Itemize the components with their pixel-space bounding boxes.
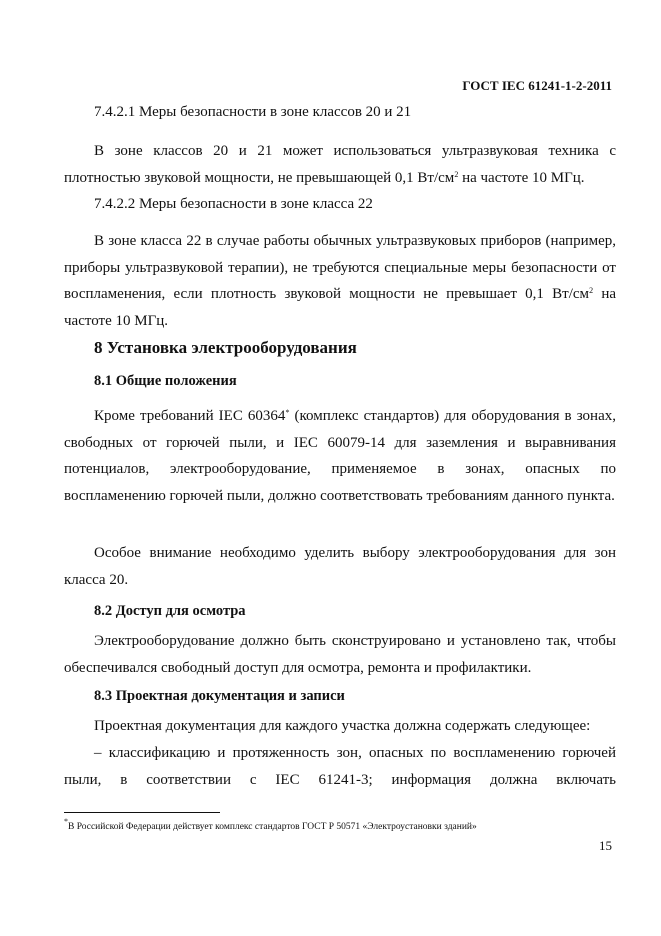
text-part: на частоте 10 МГц.: [64, 286, 616, 329]
footnote-mark: *: [64, 817, 68, 826]
page-number: 15: [599, 838, 612, 853]
section-7-4-2-2-text: [64, 228, 616, 334]
section-8-3-heading: 8.3 Проектная документация и записи: [94, 688, 345, 704]
text-part: В зоне класса 22 в случае работы обычных ультразвуковых приборов (например, приборы ультразвуковой терапии), не требуются специальные меры безопасности от воспламенения, если плотность звуковой мощности не превышает 0,1 Вт/см: [64, 233, 616, 302]
section-8-3-item-1: – классификацию и протяженность зон, опасных по воспламенению горючей пыли, в соответствии с IEC 61241-3; информация должна включать: [64, 745, 616, 788]
footnote-divider: [64, 812, 220, 813]
superscript: 2: [589, 286, 594, 295]
text-part: на частоте 10 МГц.: [458, 169, 585, 186]
footnote-mark: *: [285, 408, 290, 417]
superscript: 2: [454, 169, 459, 179]
section-7-4-2-1-text: [64, 138, 616, 191]
text-part: В зоне классов 20 и 21 может использоваться ультразвуковая техника с плотностью звуковой мощности, не превышающей 0,1 Вт/см: [64, 143, 616, 186]
section-7-4-2-2-title: 7.4.2.2 Меры безопасности в зоне класса 22: [94, 196, 373, 212]
text-part: (комплекс стандартов) для оборудования в зонах, свободных от горючей пыли, и IEC 60079-14 для заземления и выравнивания потенциалов, электрооборудование, применяемое в зонах, опасных по воспламенению горючей пыли, должно соответствовать требованиям данного пункта.: [64, 408, 616, 504]
section-8-2-heading: 8.2 Доступ для осмотра: [94, 603, 246, 619]
section-8-heading: 8 Установка электрооборудования: [94, 338, 357, 357]
section-8-3-intro: Проектная документация для каждого участка должна содержать следующее:: [94, 718, 591, 734]
text-part: Кроме требований IEC 60364: [94, 408, 286, 424]
footnote: [64, 817, 477, 832]
section-8-1-text: [64, 403, 616, 509]
header-standard: ГОСТ IEC 61241-1-2-2011: [462, 78, 612, 93]
section-7-4-2-1-title: 7.4.2.1 Меры безопасности в зоне классов 20 и 21: [94, 104, 412, 120]
section-8-1-note: Особое внимание необходимо уделить выбору электрооборудования для зон класса 20.: [64, 545, 616, 588]
section-8-1-heading: 8.1 Общие положения: [94, 373, 237, 389]
footnote-text: В Российской Федерации действует комплекс стандартов ГОСТ Р 50571 «Электроустановки зданий»: [68, 822, 477, 832]
section-8-2-text: Электрооборудование должно быть сконструировано и установлено так, чтобы обеспечивался свободный доступ для осмотра, ремонта и профилактики.: [64, 633, 616, 676]
